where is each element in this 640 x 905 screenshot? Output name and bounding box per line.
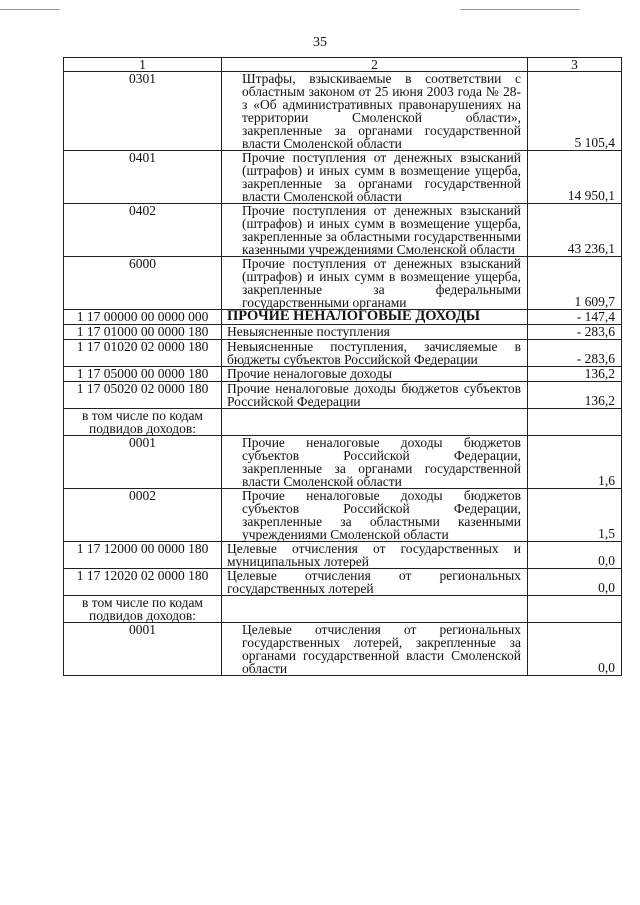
table-row (64, 72, 622, 151)
revenue-code: 1 17 05000 00 0000 180 (64, 367, 222, 382)
revenue-description (222, 596, 528, 623)
column-number-2: 2 (222, 58, 528, 72)
column-number-row (64, 58, 622, 72)
page-number: 35 (313, 35, 327, 50)
revenue-amount: 43 236,1 (528, 204, 622, 257)
revenue-amount: 0,0 (528, 542, 622, 569)
table-row (64, 204, 622, 257)
revenue-description: Целевые отчисления от региональных государственных лотерей (222, 569, 528, 596)
revenue-amount: 5 105,4 (528, 72, 622, 151)
revenue-amount: 136,2 (528, 382, 622, 409)
revenue-amount: 1 609,7 (528, 257, 622, 310)
table-row (64, 489, 622, 542)
revenue-description: Штрафы, взыскиваемые в соответствии с областным законом от 25 июня 2003 года № 28-з «Об административных правонарушениях на территории Смоленской области», закрепленные за органами государственной власти Смоленской области (222, 72, 528, 151)
revenue-description (222, 409, 528, 436)
revenue-amount: 14 950,1 (528, 151, 622, 204)
table-row (64, 257, 622, 310)
table-row (64, 596, 622, 623)
revenue-code: 1 17 01020 02 0000 180 (64, 340, 222, 367)
revenue-code: 0001 (64, 623, 222, 676)
revenue-amount: - 283,6 (528, 340, 622, 367)
revenue-code: 0301 (64, 72, 222, 151)
revenue-description: Целевые отчисления от региональных государственных лотерей, закрепленные за органами государственной власти Смоленской области (222, 623, 528, 676)
scan-mark-left (0, 9, 60, 10)
table-row (64, 569, 622, 596)
revenue-description: Прочие неналоговые доходы (222, 367, 528, 382)
revenue-amount: 136,2 (528, 367, 622, 382)
revenue-code: 0402 (64, 204, 222, 257)
revenue-description: Целевые отчисления от государственных и муниципальных лотерей (222, 542, 528, 569)
revenue-description: Прочие неналоговые доходы бюджетов субъектов Российской Федерации, закрепленные за областными казенными учреждениями Смоленской области (222, 489, 528, 542)
revenue-amount: 1,5 (528, 489, 622, 542)
revenue-amount (528, 596, 622, 623)
revenue-code: в том числе по кодам подвидов доходов: (64, 596, 222, 623)
revenue-code: 0001 (64, 436, 222, 489)
table-row (64, 151, 622, 204)
revenue-description: Прочие поступления от денежных взысканий (штрафов) и иных сумм в возмещение ущерба, закрепленные за органами государственной власти Смоленской области (222, 151, 528, 204)
revenue-amount: 1,6 (528, 436, 622, 489)
revenue-table (63, 57, 622, 676)
column-number-1: 1 (64, 58, 222, 72)
revenue-description: Прочие неналоговые доходы бюджетов субъектов Российской Федерации, закрепленные за органами государственной власти Смоленской области (222, 436, 528, 489)
revenue-code: 1 17 01000 00 0000 180 (64, 325, 222, 340)
revenue-amount (528, 409, 622, 436)
table-row (64, 310, 622, 325)
revenue-code: 1 17 00000 00 0000 000 (64, 310, 222, 325)
revenue-description: ПРОЧИЕ НЕНАЛОГОВЫЕ ДОХОДЫ (222, 310, 528, 325)
table-row (64, 409, 622, 436)
revenue-description: Невыясненные поступления (222, 325, 528, 340)
revenue-code: в том числе по кодам подвидов доходов: (64, 409, 222, 436)
table-row (64, 436, 622, 489)
revenue-code: 0401 (64, 151, 222, 204)
revenue-code: 0002 (64, 489, 222, 542)
table-row (64, 325, 622, 340)
revenue-code: 1 17 12000 00 0000 180 (64, 542, 222, 569)
scan-mark-right (460, 9, 580, 10)
revenue-description: Прочие поступления от денежных взысканий (штрафов) и иных сумм в возмещение ущерба, закрепленные за областными государственными казенными учреждениями Смоленской области (222, 204, 528, 257)
table-row (64, 542, 622, 569)
revenue-code: 6000 (64, 257, 222, 310)
revenue-description: Невыясненные поступления, зачисляемые в бюджеты субъектов Российской Федерации (222, 340, 528, 367)
column-number-3: 3 (528, 58, 622, 72)
table-row (64, 340, 622, 367)
revenue-code: 1 17 12020 02 0000 180 (64, 569, 222, 596)
table-row (64, 367, 622, 382)
revenue-description: Прочие неналоговые доходы бюджетов субъектов Российской Федерации (222, 382, 528, 409)
revenue-amount: - 283,6 (528, 325, 622, 340)
revenue-amount: 0,0 (528, 569, 622, 596)
table-row (64, 382, 622, 409)
revenue-code: 1 17 05020 02 0000 180 (64, 382, 222, 409)
revenue-description: Прочие поступления от денежных взысканий (штрафов) и иных сумм в возмещение ущерба, закрепленные за федеральными государственными органами (222, 257, 528, 310)
revenue-amount: 0,0 (528, 623, 622, 676)
table-row (64, 623, 622, 676)
revenue-amount: - 147,4 (528, 310, 622, 325)
